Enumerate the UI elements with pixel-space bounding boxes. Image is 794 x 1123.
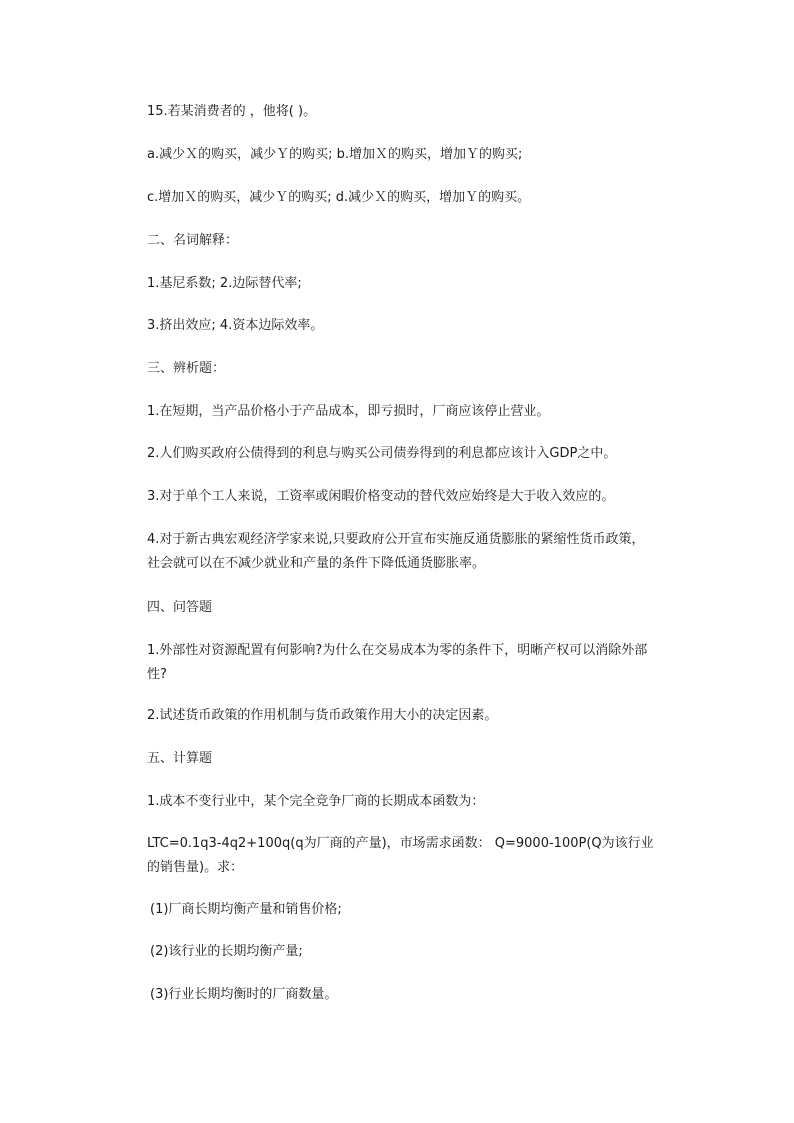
section-5-formula: LTC=0.1q3-4q2+100q(q为厂商的产量)，市场需求函数： Q=9000-100P(Q为该行业的销售量)。求：: [147, 836, 654, 875]
section-3-item: 3.对于单个工人来说，工资率或闲暇价格变动的替代效应始终是大于收入效应的。: [147, 489, 615, 504]
section-4-heading: 四、问答题: [147, 600, 213, 615]
section-2-item: 1.基尼系数; 2.边际替代率;: [147, 276, 302, 291]
section-2-heading: 二、名词解释：: [147, 233, 239, 248]
question-15-options-ab: a.减少Ｘ的购买，减少Ｙ的购买; b.增加Ｘ的购买，增加Ｙ的购买;: [147, 147, 523, 162]
section-3-item: 4.对于新古典宏观经济学家来说,只要政府公开宣布实施反通货膨胀的紧缩性货币政策，社会就可以在不减少就业和产量的条件下降低通货膨胀率。: [147, 532, 645, 571]
section-2-item: 3.挤出效应; 4.资本边际效率。: [147, 318, 324, 333]
section-5-intro: 1.成本不变行业中，某个完全竞争厂商的长期成本函数为：: [147, 794, 485, 809]
section-4-item: 1.外部性对资源配置有何影响?为什么在交易成本为零的条件下，明晰产权可以消除外部性?: [147, 643, 648, 682]
question-15-options-cd: c.增加Ｘ的购买，减少Ｙ的购买; d.减少Ｘ的购买，增加Ｙ的购买。: [147, 190, 531, 205]
section-4-item: 2.试述货币政策的作用机制与货币政策作用大小的决定因素。: [147, 708, 498, 723]
section-3-item: 1.在短期，当产品价格小于产品成本，即亏损时，厂商应该停止营业。: [147, 404, 550, 419]
question-15-stem: 15.若某消费者的 ，他将( )。: [147, 104, 317, 119]
section-5-subquestion: (2)该行业的长期均衡产量;: [150, 944, 303, 959]
section-5-subquestion: (3)行业长期均衡时的厂商数量。: [150, 987, 338, 1002]
section-5-subquestion: (1)厂商长期均衡产量和销售价格;: [150, 902, 342, 917]
section-5-heading: 五、计算题: [147, 751, 213, 766]
section-3-item: 2.人们购买政府公债得到的利息与购买公司债券得到的利息都应该计入GDP之中。: [147, 446, 617, 461]
section-3-heading: 三、辨析题：: [147, 361, 226, 376]
